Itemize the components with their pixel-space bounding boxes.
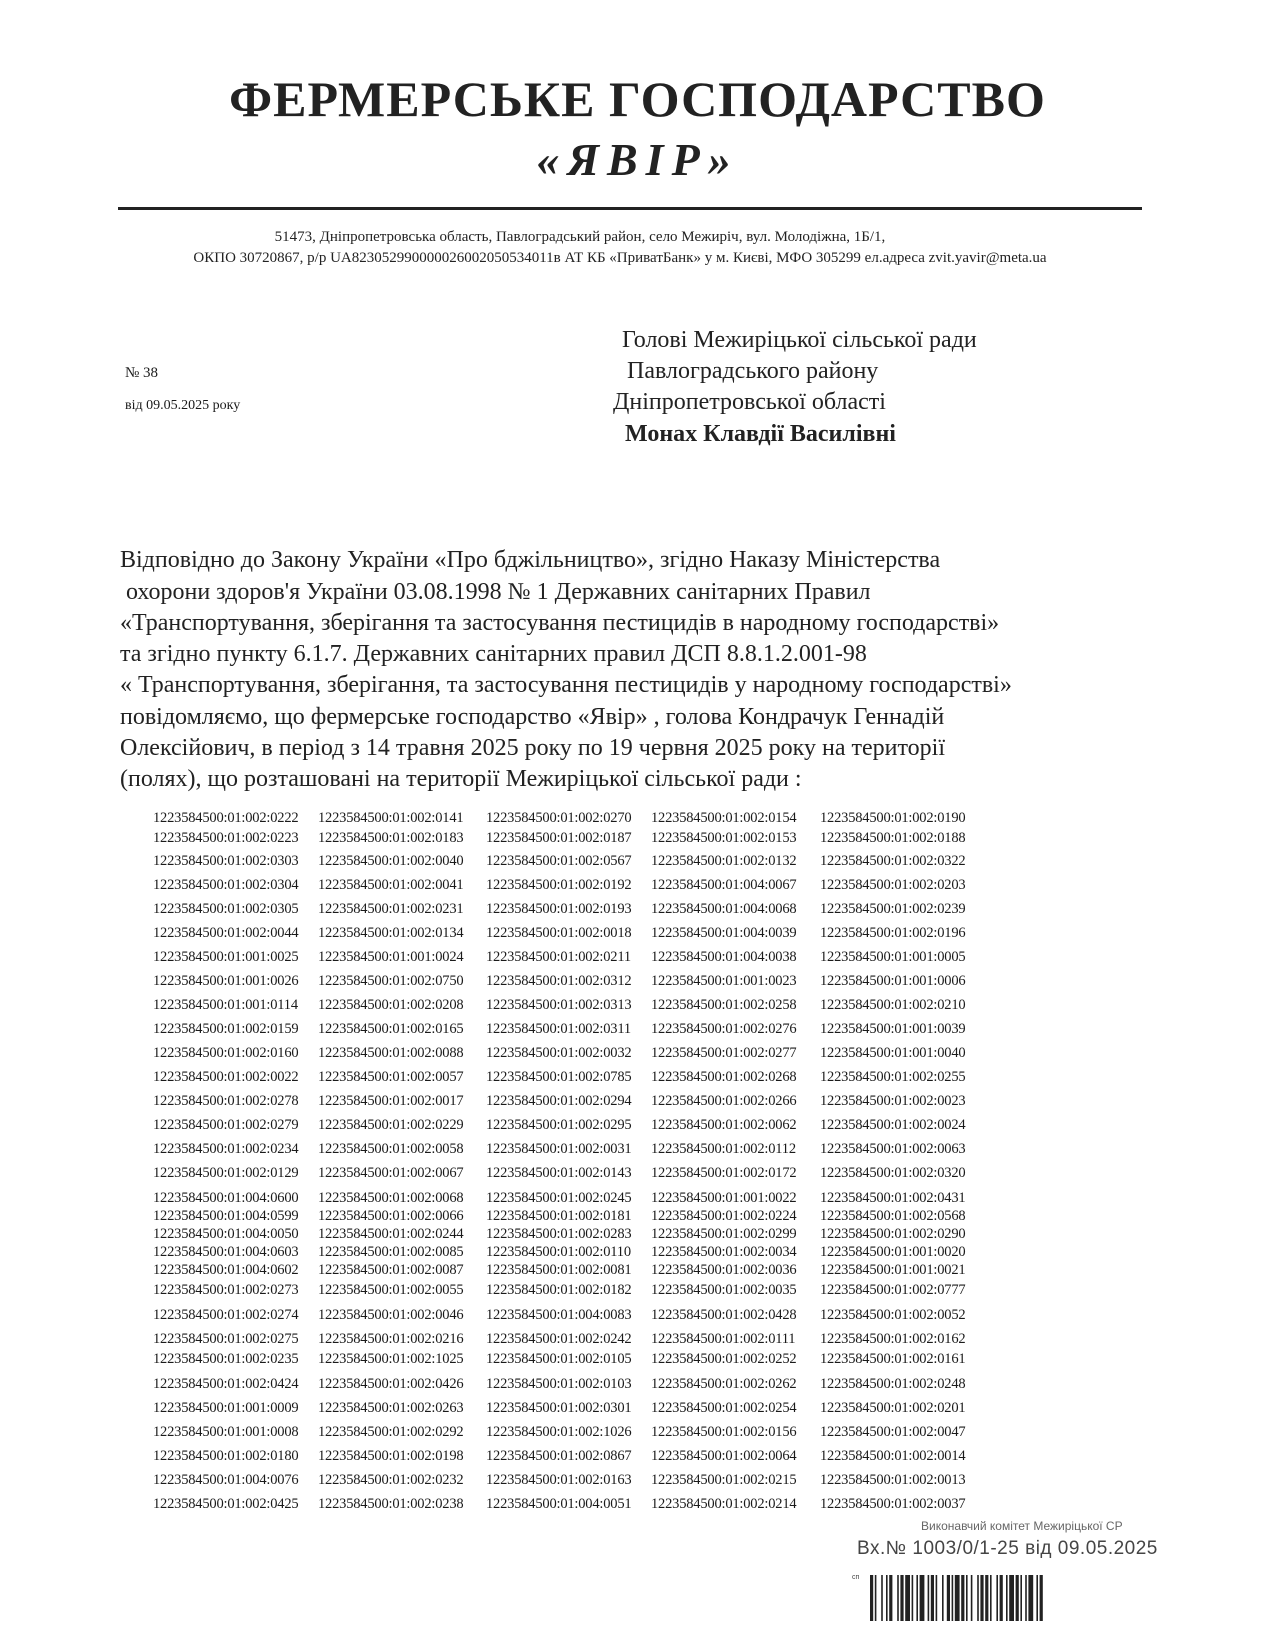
cadastral-number: 1223584500:01:002:0201: [820, 1400, 966, 1416]
cadastral-number: 1223584500:01:002:0231: [318, 901, 464, 917]
cadastral-number: 1223584500:01:002:0210: [820, 997, 966, 1013]
cadastral-number: 1223584500:01:002:0242: [486, 1331, 632, 1347]
org-name: ФЕРМЕРСЬКЕ ГОСПОДАРСТВО: [229, 71, 1046, 127]
cadastral-number: 1223584500:01:002:0047: [820, 1424, 966, 1440]
cadastral-number: 1223584500:01:002:0568: [820, 1208, 966, 1224]
cadastral-number: 1223584500:01:002:0066: [318, 1208, 464, 1224]
cadastral-number: 1223584500:01:002:0062: [651, 1117, 797, 1133]
cadastral-number: 1223584500:01:002:0244: [318, 1226, 464, 1242]
stamp-organization: Виконавчий комітет Межиріцької СР: [921, 1519, 1123, 1533]
cadastral-number: 1223584500:01:002:0088: [318, 1045, 464, 1061]
cadastral-number: 1223584500:01:002:0196: [820, 925, 966, 941]
cadastral-number: 1223584500:01:002:0268: [651, 1069, 797, 1085]
cadastral-number: 1223584500:01:002:1025: [318, 1351, 464, 1367]
cadastral-number: 1223584500:01:001:0022: [651, 1190, 797, 1206]
cadastral-number: 1223584500:01:002:0305: [153, 901, 299, 917]
cadastral-number: 1223584500:01:002:0224: [651, 1208, 797, 1224]
cadastral-number: 1223584500:01:002:0238: [318, 1496, 464, 1512]
cadastral-number: 1223584500:01:002:0034: [651, 1244, 797, 1260]
cadastral-number: 1223584500:01:002:0750: [318, 973, 464, 989]
cadastral-number: 1223584500:01:002:0036: [651, 1262, 797, 1278]
cadastral-number: 1223584500:01:002:0165: [318, 1021, 464, 1037]
cadastral-number: 1223584500:01:002:0248: [820, 1376, 966, 1392]
body-line: та згідно пункту 6.1.7. Державних санітарних правил ДСП 8.8.1.2.001-98: [120, 641, 867, 667]
cadastral-number: 1223584500:01:002:0111: [651, 1331, 796, 1347]
cadastral-number: 1223584500:01:002:0110: [486, 1244, 631, 1260]
cadastral-number: 1223584500:01:002:0018: [486, 925, 632, 941]
cadastral-number: 1223584500:01:002:0037: [820, 1496, 966, 1512]
cadastral-number: 1223584500:01:002:0223: [153, 830, 299, 846]
cadastral-number: 1223584500:01:002:0198: [318, 1448, 464, 1464]
cadastral-number: 1223584500:01:002:0055: [318, 1282, 464, 1298]
cadastral-number: 1223584500:01:002:0141: [318, 810, 464, 826]
cadastral-number: 1223584500:01:004:0050: [153, 1226, 299, 1242]
cadastral-number: 1223584500:01:002:0283: [486, 1226, 632, 1242]
cadastral-number: 1223584500:01:002:0068: [318, 1190, 464, 1206]
cadastral-number: 1223584500:01:002:0172: [651, 1165, 797, 1181]
stamp-registration-number: Вх.№ 1003/0/1-25 від 09.05.2025: [857, 1538, 1158, 1559]
cadastral-number: 1223584500:01:002:0162: [820, 1331, 966, 1347]
cadastral-number: 1223584500:01:004:0599: [153, 1208, 299, 1224]
cadastral-number: 1223584500:01:002:0035: [651, 1282, 797, 1298]
cadastral-number: 1223584500:01:002:0129: [153, 1165, 299, 1181]
cadastral-number: 1223584500:01:002:0299: [651, 1226, 797, 1242]
cadastral-number: 1223584500:01:004:0602: [153, 1262, 299, 1278]
barcode-caption: сп: [852, 1574, 860, 1581]
body-line: « Транспортування, зберігання, та застосування пестицидів у народному господарстві»: [120, 672, 1012, 698]
cadastral-number: 1223584500:01:002:0222: [153, 810, 299, 826]
cadastral-number: 1223584500:01:002:0085: [318, 1244, 464, 1260]
cadastral-number: 1223584500:01:002:0208: [318, 997, 464, 1013]
cadastral-number: 1223584500:01:002:0181: [486, 1208, 632, 1224]
cadastral-number: 1223584500:01:001:0023: [651, 973, 797, 989]
cadastral-number: 1223584500:01:002:0143: [486, 1165, 632, 1181]
cadastral-number: 1223584500:01:002:0154: [651, 810, 797, 826]
cadastral-number: 1223584500:01:002:0081: [486, 1262, 632, 1278]
body-line: (полях), що розташовані на території Межиріцької сільської ради :: [120, 766, 802, 792]
cadastral-number: 1223584500:01:002:0320: [820, 1165, 966, 1181]
cadastral-number: 1223584500:01:002:0105: [486, 1351, 632, 1367]
cadastral-number: 1223584500:01:002:0239: [820, 901, 966, 917]
cadastral-number: 1223584500:01:001:0006: [820, 973, 966, 989]
cadastral-number: 1223584500:01:002:0214: [651, 1496, 797, 1512]
cadastral-number: 1223584500:01:002:0180: [153, 1448, 299, 1464]
addressee-line-2: Павлоградського району: [627, 358, 879, 384]
cadastral-number: 1223584500:01:001:0039: [820, 1021, 966, 1037]
cadastral-number: 1223584500:01:004:0051: [486, 1496, 632, 1512]
cadastral-number: 1223584500:01:002:1026: [486, 1424, 632, 1440]
cadastral-number: 1223584500:01:002:0057: [318, 1069, 464, 1085]
cadastral-number: 1223584500:01:002:0235: [153, 1351, 299, 1367]
letterhead-divider: [118, 207, 1142, 210]
cadastral-number: 1223584500:01:002:0274: [153, 1307, 299, 1323]
cadastral-number: 1223584500:01:002:0263: [318, 1400, 464, 1416]
cadastral-number: 1223584500:01:002:0777: [820, 1282, 966, 1298]
cadastral-number: 1223584500:01:002:0229: [318, 1117, 464, 1133]
cadastral-number: 1223584500:01:002:0278: [153, 1093, 299, 1109]
cadastral-number: 1223584500:01:002:0312: [486, 973, 632, 989]
cadastral-number: 1223584500:01:002:0182: [486, 1282, 632, 1298]
cadastral-number: 1223584500:01:002:0234: [153, 1141, 299, 1157]
cadastral-number: 1223584500:01:002:0156: [651, 1424, 797, 1440]
cadastral-number: 1223584500:01:002:0024: [820, 1117, 966, 1133]
cadastral-number: 1223584500:01:002:0188: [820, 830, 966, 846]
cadastral-number: 1223584500:01:002:0052: [820, 1307, 966, 1323]
outgoing-number: № 38: [125, 365, 159, 381]
cadastral-number: 1223584500:01:002:0183: [318, 830, 464, 846]
cadastral-number: 1223584500:01:002:0014: [820, 1448, 966, 1464]
cadastral-number: 1223584500:01:002:0425: [153, 1496, 299, 1512]
cadastral-number: 1223584500:01:002:0322: [820, 853, 966, 869]
cadastral-number: 1223584500:01:001:0020: [820, 1244, 966, 1260]
org-subname: «ЯВІР»: [536, 134, 739, 185]
cadastral-number: 1223584500:01:002:0245: [486, 1190, 632, 1206]
cadastral-number: 1223584500:01:002:0040: [318, 853, 464, 869]
cadastral-number: 1223584500:01:004:0039: [651, 925, 797, 941]
cadastral-number: 1223584500:01:002:0424: [153, 1376, 299, 1392]
address-line-1: 51473, Дніпропетровська область, Павлоградський район, село Межиріч, вул. Молодіжна, 1Б/1,: [274, 229, 886, 245]
cadastral-number: 1223584500:01:002:0785: [486, 1069, 632, 1085]
cadastral-number: 1223584500:01:002:0266: [651, 1093, 797, 1109]
cadastral-number: 1223584500:01:002:0311: [486, 1021, 631, 1037]
cadastral-number: 1223584500:01:004:0076: [153, 1472, 299, 1488]
cadastral-number: 1223584500:01:002:0567: [486, 853, 632, 869]
cadastral-number: 1223584500:01:002:0270: [486, 810, 632, 826]
cadastral-number: 1223584500:01:004:0083: [486, 1307, 632, 1323]
cadastral-number: 1223584500:01:002:0215: [651, 1472, 797, 1488]
cadastral-number: 1223584500:01:001:0025: [153, 949, 299, 965]
cadastral-number: 1223584500:01:001:0008: [153, 1424, 299, 1440]
cadastral-number: 1223584500:01:002:0134: [318, 925, 464, 941]
cadastral-number: 1223584500:01:002:0301: [486, 1400, 632, 1416]
cadastral-number: 1223584500:01:002:0160: [153, 1045, 299, 1061]
cadastral-number: 1223584500:01:001:0009: [153, 1400, 299, 1416]
cadastral-number: 1223584500:01:002:0046: [318, 1307, 464, 1323]
address-line-2: ОКПО 30720867, р/р UA823052990000026002050534011в АТ КБ «ПриватБанк» у м. Києві, МФО 305299 ел.адреса zvit.yavir@meta.ua: [193, 250, 1047, 266]
addressee-line-1: Голові Межиріцької сільської ради: [622, 327, 977, 353]
addressee-name: Монах Клавдії Василівні: [625, 421, 896, 447]
body-line: Олексійович, в період з 14 травня 2025 року по 19 червня 2025 року на території: [120, 735, 945, 761]
cadastral-number: 1223584500:01:002:0279: [153, 1117, 299, 1133]
outgoing-date: від 09.05.2025 року: [125, 398, 241, 413]
cadastral-number: 1223584500:01:002:0153: [651, 830, 797, 846]
cadastral-number: 1223584500:01:001:0021: [820, 1262, 966, 1278]
cadastral-number: 1223584500:01:004:0600: [153, 1190, 299, 1206]
cadastral-number: 1223584500:01:002:0867: [486, 1448, 632, 1464]
cadastral-number: 1223584500:01:002:0294: [486, 1093, 632, 1109]
cadastral-number: 1223584500:01:002:0428: [651, 1307, 797, 1323]
cadastral-number: 1223584500:01:002:0275: [153, 1331, 299, 1347]
body-line: «Транспортування, зберігання та застосування пестицидів в народному господарстві»: [120, 610, 1000, 636]
cadastral-number: 1223584500:01:002:0032: [486, 1045, 632, 1061]
cadastral-number: 1223584500:01:002:0103: [486, 1376, 632, 1392]
cadastral-number: 1223584500:01:002:0063: [820, 1141, 966, 1157]
addressee-line-3: Дніпропетровської області: [613, 389, 886, 415]
cadastral-number: 1223584500:01:002:0304: [153, 877, 299, 893]
cadastral-number: 1223584500:01:002:0112: [651, 1141, 796, 1157]
cadastral-number: 1223584500:01:002:0163: [486, 1472, 632, 1488]
cadastral-number: 1223584500:01:002:0017: [318, 1093, 464, 1109]
cadastral-number: 1223584500:01:002:0295: [486, 1117, 632, 1133]
cadastral-number: 1223584500:01:001:0040: [820, 1045, 966, 1061]
cadastral-number: 1223584500:01:002:0031: [486, 1141, 632, 1157]
cadastral-number: 1223584500:01:002:0252: [651, 1351, 797, 1367]
cadastral-number: 1223584500:01:002:0190: [820, 810, 966, 826]
cadastral-number: 1223584500:01:002:0216: [318, 1331, 464, 1347]
barcode-image: [870, 1575, 1130, 1621]
cadastral-number: 1223584500:01:002:0313: [486, 997, 632, 1013]
cadastral-number: 1223584500:01:001:0024: [318, 949, 464, 965]
cadastral-number: 1223584500:01:001:0026: [153, 973, 299, 989]
cadastral-number: 1223584500:01:002:0187: [486, 830, 632, 846]
cadastral-number: 1223584500:01:002:0013: [820, 1472, 966, 1488]
cadastral-number: 1223584500:01:002:0064: [651, 1448, 797, 1464]
cadastral-number: 1223584500:01:002:0041: [318, 877, 464, 893]
cadastral-number: 1223584500:01:002:0161: [820, 1351, 966, 1367]
cadastral-number: 1223584500:01:002:0193: [486, 901, 632, 917]
cadastral-number: 1223584500:01:002:0273: [153, 1282, 299, 1298]
cadastral-number: 1223584500:01:002:0255: [820, 1069, 966, 1085]
cadastral-number: 1223584500:01:002:0290: [820, 1226, 966, 1242]
cadastral-number: 1223584500:01:002:0276: [651, 1021, 797, 1037]
cadastral-number: 1223584500:01:002:0431: [820, 1190, 966, 1206]
body-line: охорони здоров'я України 03.08.1998 № 1 Державних санітарних Правил: [126, 579, 871, 605]
cadastral-number: 1223584500:01:004:0603: [153, 1244, 299, 1260]
cadastral-number: 1223584500:01:002:0192: [486, 877, 632, 893]
cadastral-number: 1223584500:01:002:0022: [153, 1069, 299, 1085]
cadastral-number: 1223584500:01:002:0277: [651, 1045, 797, 1061]
cadastral-number: 1223584500:01:002:0132: [651, 853, 797, 869]
cadastral-number: 1223584500:01:002:0067: [318, 1165, 464, 1181]
cadastral-number: 1223584500:01:004:0038: [651, 949, 797, 965]
cadastral-number: 1223584500:01:002:0044: [153, 925, 299, 941]
cadastral-number: 1223584500:01:002:0232: [318, 1472, 464, 1488]
cadastral-number: 1223584500:01:002:0087: [318, 1262, 464, 1278]
cadastral-number: 1223584500:01:004:0067: [651, 877, 797, 893]
cadastral-number: 1223584500:01:002:0254: [651, 1400, 797, 1416]
body-line: повідомляємо, що фермерське господарство «Явір» , голова Кондрачук Геннадій: [120, 704, 945, 730]
cadastral-number: 1223584500:01:002:0211: [486, 949, 631, 965]
cadastral-number: 1223584500:01:002:0023: [820, 1093, 966, 1109]
body-line: Відповідно до Закону України «Про бджільництво», згідно Наказу Міністерства: [120, 547, 941, 573]
cadastral-number: 1223584500:01:001:0005: [820, 949, 966, 965]
cadastral-number: 1223584500:01:002:0262: [651, 1376, 797, 1392]
cadastral-number: 1223584500:01:001:0114: [153, 997, 298, 1013]
cadastral-number: 1223584500:01:004:0068: [651, 901, 797, 917]
cadastral-number: 1223584500:01:002:0203: [820, 877, 966, 893]
cadastral-number: 1223584500:01:002:0159: [153, 1021, 299, 1037]
cadastral-number: 1223584500:01:002:0292: [318, 1424, 464, 1440]
cadastral-number: 1223584500:01:002:0426: [318, 1376, 464, 1392]
cadastral-number: 1223584500:01:002:0303: [153, 853, 299, 869]
cadastral-number: 1223584500:01:002:0258: [651, 997, 797, 1013]
cadastral-number: 1223584500:01:002:0058: [318, 1141, 464, 1157]
